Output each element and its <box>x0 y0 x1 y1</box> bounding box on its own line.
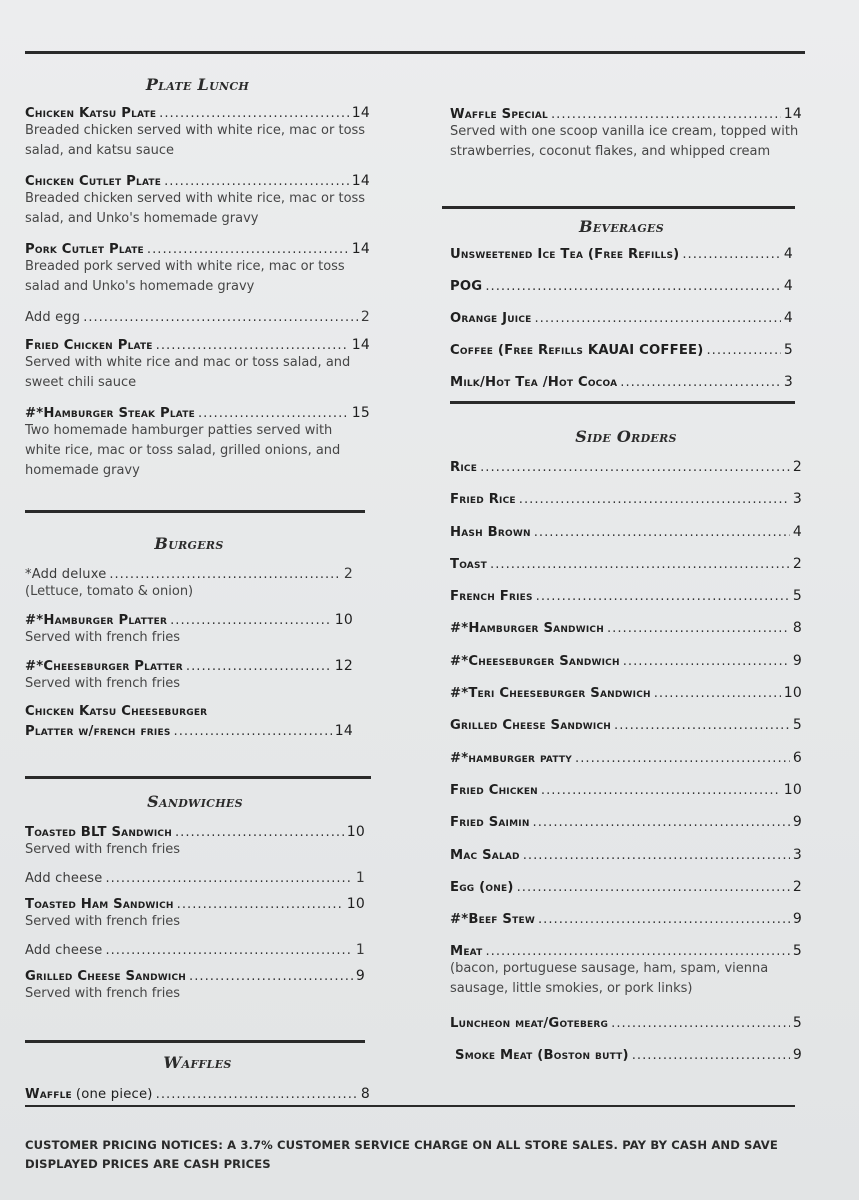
item-price: 12 <box>334 658 353 674</box>
item-description: (Lettuce, tomato & onion) <box>25 584 194 599</box>
beverages-section <box>450 214 793 406</box>
item-price: 10 <box>783 781 802 798</box>
section-divider <box>25 1040 365 1043</box>
section-title-beverages: Beverages <box>579 217 664 236</box>
item-price: 10 <box>334 612 353 628</box>
section-divider <box>442 206 795 209</box>
item-price: 9 <box>792 814 802 831</box>
menu-item <box>25 405 370 481</box>
item-name: #*Beef Stew <box>450 912 535 928</box>
menu-item <box>25 870 365 886</box>
item-price: 14 <box>351 105 370 121</box>
menu-item <box>450 459 802 491</box>
section-divider <box>25 510 365 513</box>
item-price: 6 <box>792 749 802 766</box>
menu-item <box>25 942 365 958</box>
item-name: Unsweetened Ice Tea (Free Refills) <box>450 247 680 262</box>
item-price: 5 <box>792 943 802 960</box>
item-price: 8 <box>360 1086 370 1102</box>
waffles-section <box>25 1052 370 1102</box>
item-name: Meat <box>450 944 483 960</box>
menu-item <box>25 337 370 393</box>
menu-item <box>450 1047 802 1077</box>
menu-item <box>450 911 802 943</box>
item-price: 14 <box>334 723 353 739</box>
item-price: 2 <box>343 566 353 582</box>
item-name-suffix: (one piece) <box>75 1087 153 1102</box>
item-price: 5 <box>792 717 802 734</box>
item-name: #*Hamburger Sandwich <box>450 621 604 637</box>
menu-item <box>25 1086 370 1102</box>
item-price: 4 <box>792 523 802 540</box>
menu-item <box>25 896 365 932</box>
item-name: Hash Brown <box>450 524 531 540</box>
item-price: 5 <box>792 1015 802 1032</box>
item-name: Add egg <box>25 310 81 325</box>
item-name: Smoke Meat (Boston butt) <box>455 1048 629 1064</box>
item-price: 10 <box>346 896 365 912</box>
item-name: Milk/Hot Tea /Hot Cocoa <box>450 375 618 390</box>
menu-item <box>25 566 353 602</box>
item-price: 1 <box>355 942 365 958</box>
item-name: POG <box>450 279 483 294</box>
menu-item <box>25 824 365 860</box>
item-name: #*Cheeseburger Platter <box>25 659 183 674</box>
top-divider <box>25 51 805 54</box>
menu-item <box>450 847 802 879</box>
item-name: Fried Chicken <box>450 782 538 798</box>
item-name: Add cheese <box>25 943 103 958</box>
menu-item <box>25 105 370 161</box>
item-description: Served with white rice and mac or toss salad, and sweet chili sauce <box>25 355 351 390</box>
item-price: 14 <box>351 173 370 189</box>
section-title-sandwiches: Sandwiches <box>147 792 243 811</box>
item-name: #*hamburger patty <box>450 750 572 766</box>
item-name: Fried Saimin <box>450 815 530 831</box>
item-description: Served with french fries <box>25 676 181 691</box>
menu-item <box>450 246 793 278</box>
item-price: 4 <box>783 246 793 262</box>
sandwiches-section <box>25 790 365 1004</box>
item-name: Fried Rice <box>450 492 516 508</box>
item-price: 9 <box>792 652 802 669</box>
menu-item <box>450 491 802 523</box>
item-name: Toasted Ham Sandwich <box>25 897 174 912</box>
item-name: Egg (one) <box>450 879 514 895</box>
item-price: 2 <box>360 309 370 325</box>
menu-item <box>25 173 370 229</box>
item-name: Grilled Cheese Sandwich <box>450 718 611 734</box>
item-name: Fried Chicken Plate <box>25 338 153 353</box>
item-name: *Add deluxe <box>25 567 107 582</box>
menu-item <box>450 588 802 620</box>
item-price: 3 <box>792 491 802 508</box>
item-price: 14 <box>783 106 802 122</box>
item-name: Add cheese <box>25 871 103 886</box>
item-name: Toasted BLT Sandwich <box>25 825 172 840</box>
item-name: Rice <box>450 460 478 475</box>
side-orders-section <box>450 424 802 1077</box>
notice-line-1: CUSTOMER PRICING NOTICES: A 3.7% CUSTOMER SERVICE CHARGE ON ALL STORE SALES. PAY BY CASH AND SAVE <box>25 1138 778 1152</box>
item-name: Orange Juice <box>450 311 532 326</box>
item-price: 14 <box>351 337 370 353</box>
menu-item <box>25 241 370 297</box>
menu-item <box>450 653 802 685</box>
item-price: 10 <box>346 824 365 840</box>
item-price: 9 <box>355 968 365 984</box>
item-description: Two homemade hamburger patties served with white rice, mac or toss salad, grilled onions, and homemade gravy <box>25 423 341 478</box>
menu-item <box>450 943 802 1015</box>
menu-item <box>450 1015 802 1047</box>
waffle-special <box>450 106 802 162</box>
item-price: 15 <box>351 405 370 421</box>
item-name: Coffee (Free Refills KAUAI COFFEE) <box>450 343 704 358</box>
item-price: 4 <box>783 278 793 294</box>
item-name: Waffle <box>25 1087 72 1102</box>
item-name: Luncheon meat/Goteberg <box>450 1016 609 1032</box>
menu-item <box>25 658 353 694</box>
menu-item <box>25 612 353 648</box>
item-description: Served with one scoop vanilla ice cream, topped with strawberries, coconut flakes, and whipped cream <box>450 124 799 159</box>
burgers-section <box>25 532 353 739</box>
item-price: 2 <box>792 555 802 572</box>
item-name: Toast <box>450 556 487 572</box>
menu-item <box>450 278 793 310</box>
item-price: 5 <box>792 588 802 605</box>
item-price: 9 <box>792 1047 802 1064</box>
item-price: 10 <box>783 685 802 702</box>
menu-item <box>450 620 802 652</box>
section-title-plate-lunch: Plate Lunch <box>145 75 250 94</box>
item-name: Chicken Katsu Plate <box>25 106 157 121</box>
item-name: #*Hamburger Platter <box>25 613 168 628</box>
menu-item <box>450 879 802 911</box>
item-price: 3 <box>792 846 802 863</box>
item-name: Grilled Cheese Sandwich <box>25 969 186 984</box>
bottom-divider <box>25 1105 795 1107</box>
item-price: 2 <box>792 878 802 895</box>
menu-item <box>450 717 802 749</box>
section-divider <box>450 401 795 404</box>
item-price: 9 <box>792 911 802 928</box>
item-price: 2 <box>792 459 802 475</box>
item-description: Served with french fries <box>25 986 181 1001</box>
item-name-line1: Chicken Katsu Cheeseburger <box>25 704 208 719</box>
item-price: 14 <box>351 241 370 257</box>
menu-item <box>450 310 793 342</box>
menu-item <box>450 342 793 374</box>
item-price: 8 <box>792 620 802 637</box>
item-description: Breaded chicken served with white rice, mac or toss salad, and katsu sauce <box>25 123 366 158</box>
item-name: French Fries <box>450 589 533 605</box>
item-name: Mac Salad <box>450 847 520 863</box>
notice-line-2: DISPLAYED PRICES ARE CASH PRICES <box>25 1157 271 1171</box>
item-description: Served with french fries <box>25 914 181 929</box>
item-description: (bacon, portuguese sausage, ham, spam, vienna sausage, little smokies, or pork links) <box>450 961 769 997</box>
item-description: Breaded pork served with white rice, mac or toss salad and Unko's homemade gravy <box>25 259 345 294</box>
menu-item <box>25 309 370 325</box>
left-column <box>25 72 370 481</box>
item-price: 5 <box>783 342 793 358</box>
section-title-burgers: Burgers <box>154 534 224 553</box>
item-name: #*Hamburger Steak Plate <box>25 406 195 421</box>
item-price: 1 <box>355 870 365 886</box>
item-description: Breaded chicken served with white rice, mac or toss salad, and Unko's homemade gravy <box>25 191 366 226</box>
menu-item <box>450 524 802 556</box>
pricing-notice <box>25 1136 805 1174</box>
section-title-waffles: Waffles <box>163 1053 232 1072</box>
item-price: 3 <box>783 374 793 390</box>
menu-item <box>450 782 802 814</box>
item-price: 4 <box>783 310 793 326</box>
menu-item <box>450 556 802 588</box>
item-name: #*Cheeseburger Sandwich <box>450 653 620 669</box>
item-description: Served with french fries <box>25 630 181 645</box>
menu-item <box>450 750 802 782</box>
item-description: Served with french fries <box>25 842 181 857</box>
item-name: Pork Cutlet Plate <box>25 242 144 257</box>
item-name: Chicken Cutlet Plate <box>25 174 162 189</box>
item-name: Waffle Special <box>450 107 548 122</box>
menu-item <box>450 685 802 717</box>
menu-item <box>450 814 802 846</box>
section-divider <box>25 776 371 779</box>
menu-item <box>25 968 365 1004</box>
side-orders-list <box>450 459 802 1077</box>
item-name: Platter w/french fries <box>25 724 171 739</box>
menu-item <box>25 704 353 739</box>
section-title-side-orders: Side Orders <box>575 427 677 446</box>
item-name: #*Teri Cheeseburger Sandwich <box>450 686 651 702</box>
